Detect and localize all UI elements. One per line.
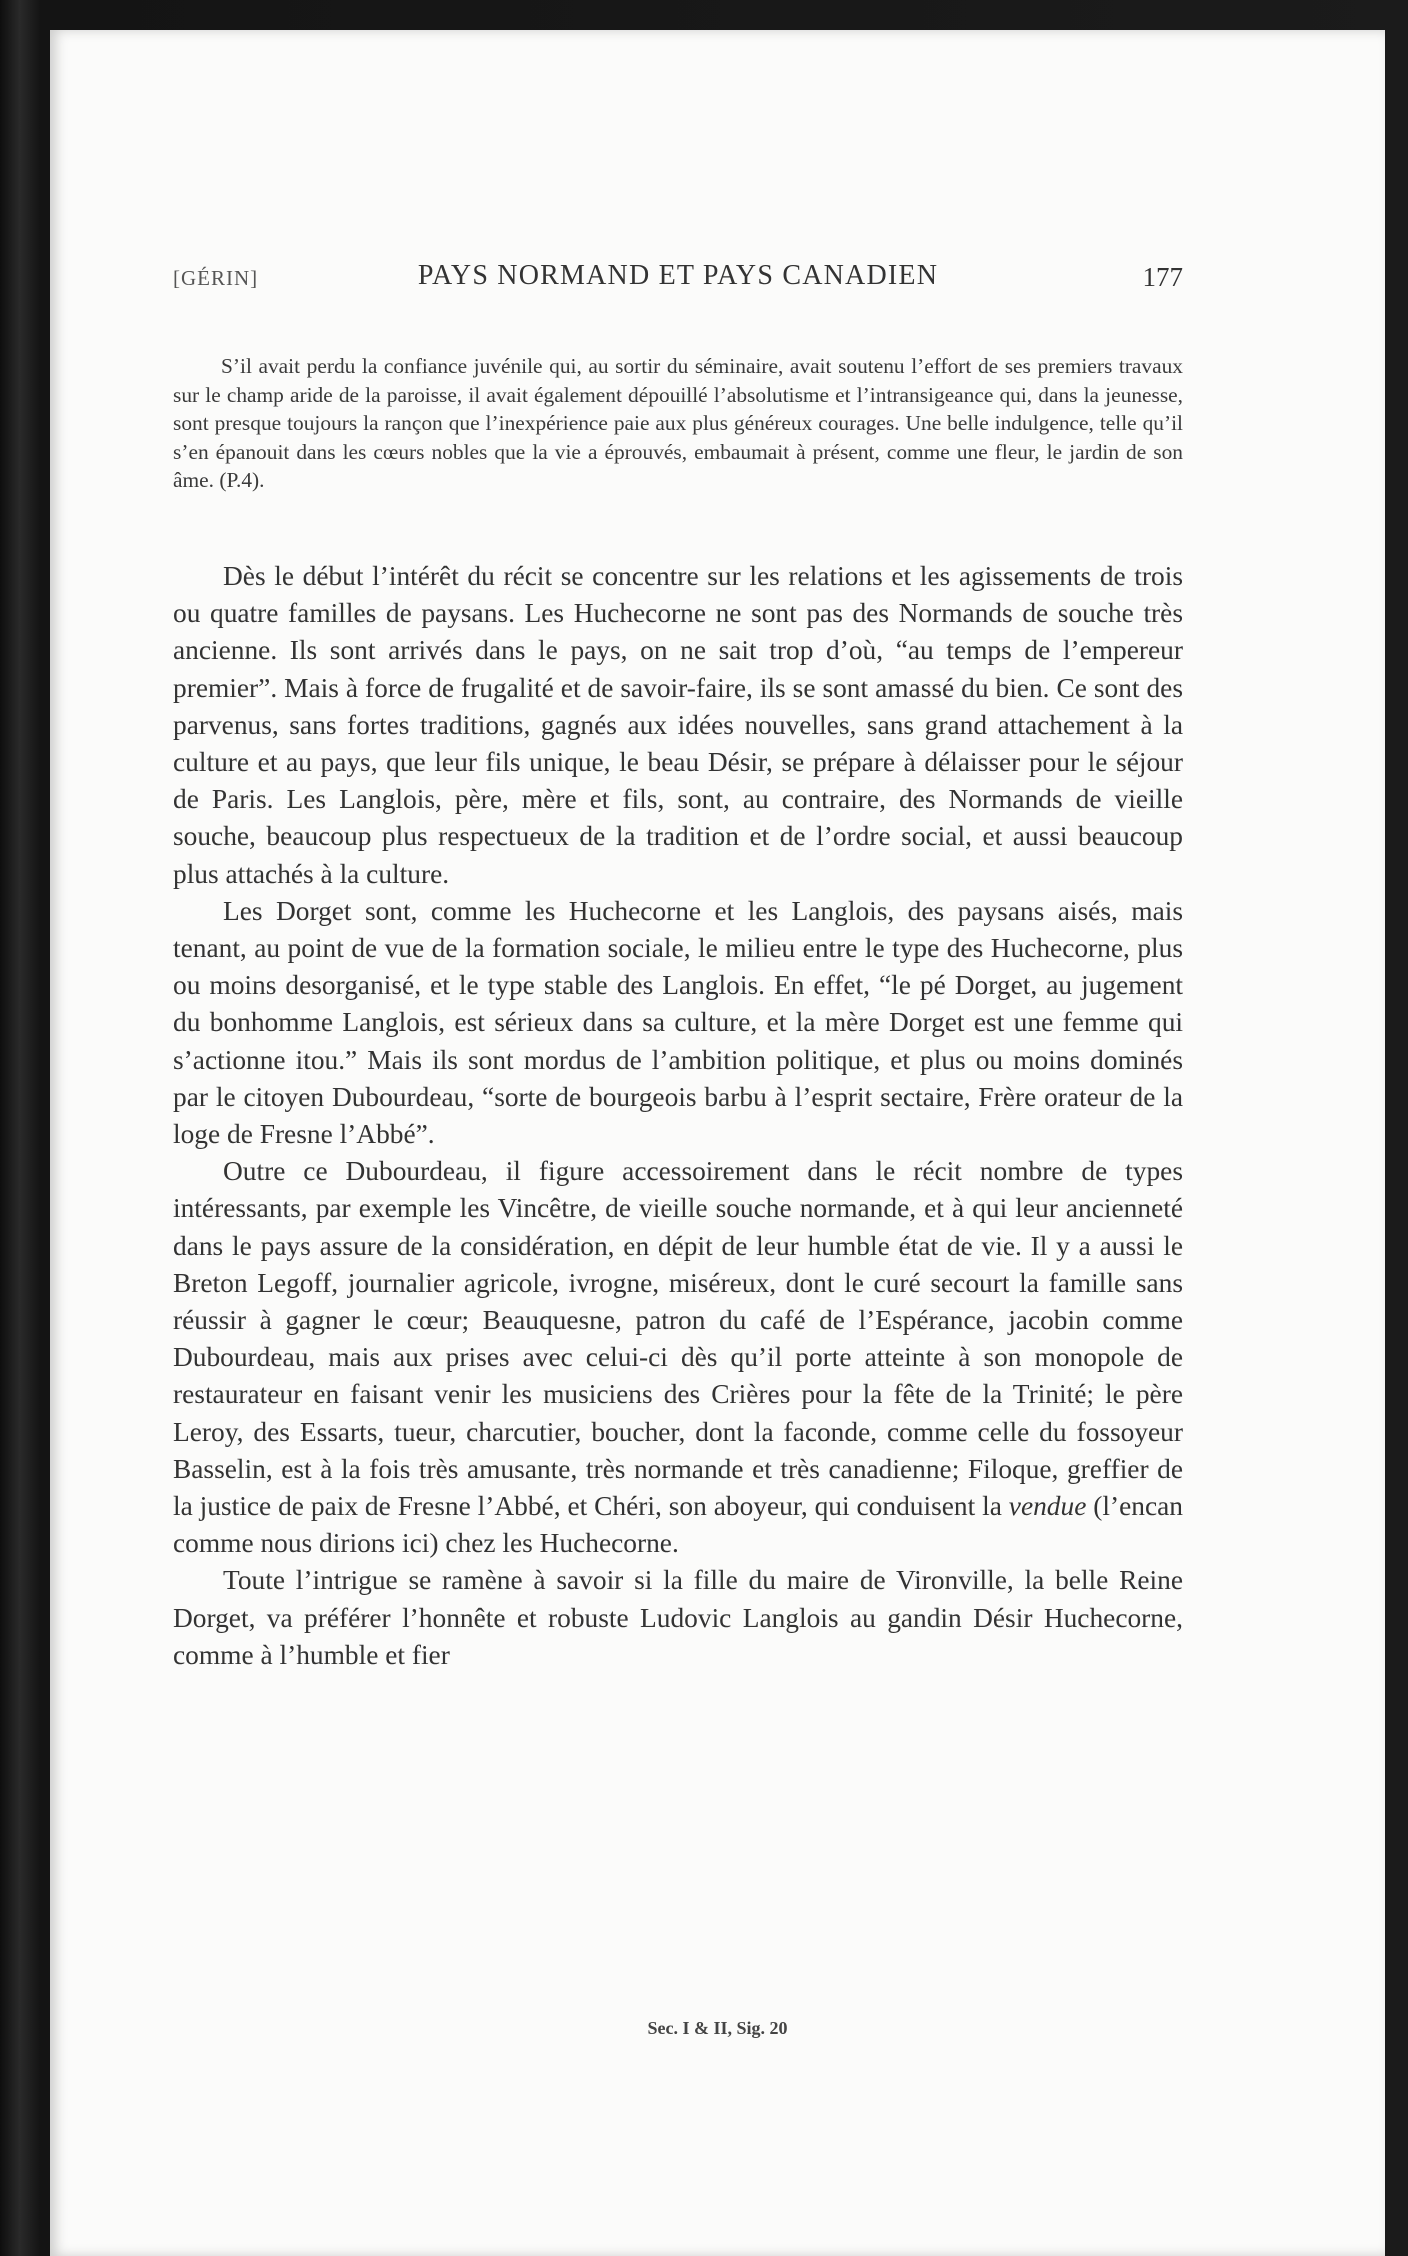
- page-number: 177: [1142, 262, 1183, 292]
- paragraph-3: [173, 1153, 1183, 1562]
- paragraph-3-text: Outre ce Dubourdeau, il figure accessoirement dans le récit nombre de types intéressants, par exemple les Vincêtre, de vieille souche normande, et à qui leur ancienneté dans le pays assure de la considération, en dépit de leur humble état de vie. Il y a aussi le Breton Legoff, journalier agricole, ivrogne, miséreux, dont le curé secourt la famille sans réussir à gagner le cœur; Beauquesne, patron du café de l’Espérance, jacobin comme Dubourdeau, mais aux prises avec celui-ci dès qu’il porte atteinte à son monopole de restaurateur en faisant venir les musiciens des Crières pour la fête de la Trinité; le père Leroy, des Essarts, tueur, charcutier, boucher, dont la faconde, comme celle du fossoyeur Basselin, est à la fois très amusante, très normande et très canadienne; Filoque, greffier de la justice de paix de Fresne l’Abbé, et Chéri, son aboyeur, qui conduisent la: [173, 1156, 1183, 1522]
- body-text: [173, 558, 1183, 1674]
- author-signature: [GÉRIN]: [173, 266, 259, 290]
- paragraph-1: Dès le début l’intérêt du récit se concentre sur les relations et les agissements de trois ou quatre familles de paysans. Les Huchecorne ne sont pas des Normands de souche très ancienne. Ils sont arrivés dans le pays, on ne sait trop d’où, “au temps de l’empereur premier”. Mais à force de frugalité et de savoir-faire, ils se sont amassé du bien. Ce sont des parvenus, sans fortes traditions, gagnés aux idées nouvelles, sans grand attachement à la culture et au pays, que leur fils unique, le beau Désir, se prépare à délaisser pour le séjour de Paris. Les Langlois, père, mère et fils, sont, au contraire, des Normands de vieille souche, beaucoup plus respectueux de la tradition et de l’ordre social, et aussi beaucoup plus attachés à la culture.: [173, 561, 1183, 889]
- paragraph-4: Toute l’intrigue se ramène à savoir si la fille du maire de Vironville, la belle Reine Dorget, va préférer l’honnête et robuste Ludovic Langlois au gandin Désir Huchecorne, comme à l’humble et fier: [173, 1565, 1183, 1670]
- book-page: [50, 30, 1385, 2256]
- quote-text: S’il avait perdu la confiance juvénile qui, au sortir du séminaire, avait soutenu l’effort de ses premiers travaux sur le champ aride de la paroisse, il avait également dépouillé l’absolutisme et l’intransigeance qui, dans la jeunesse, sont presque toujours la rançon que l’inexpérience paie aux plus généreux courages. Une belle indulgence, telle qu’il s’en épanouit dans les cœurs nobles que la vie a éprouvés, embaumait à présent, comme une fleur, le jardin de son âme. (P.4).: [173, 354, 1183, 493]
- running-header: [173, 260, 1183, 300]
- paragraph-3-text-end: (l’encan comme nous dirions ici) chez les Huchecorne.: [173, 1491, 1183, 1559]
- italic-term: vendue: [1008, 1491, 1087, 1522]
- block-quote: [173, 352, 1183, 495]
- running-title: PAYS NORMAND ET PAYS CANADIEN: [417, 260, 939, 291]
- signature-footer: Sec. I & II, Sig. 20: [647, 2018, 788, 2038]
- paragraph-2: Les Dorget sont, comme les Huchecorne et les Langlois, des paysans aisés, mais tenant, au point de vue de la formation sociale, le milieu entre le type des Huchecorne, plus ou moins desorganisé, et le type stable des Langlois. En effet, “le pé Dorget, au jugement du bonhomme Langlois, est sérieux dans sa culture, et la mère Dorget est une femme qui s’actionne itou.” Mais ils sont mordus de l’ambition politique, et plus ou moins dominés par le citoyen Dubourdeau, “sorte de bourgeois barbu à l’esprit sectaire, Frère orateur de la loge de Fresne l’Abbé”.: [173, 895, 1183, 1150]
